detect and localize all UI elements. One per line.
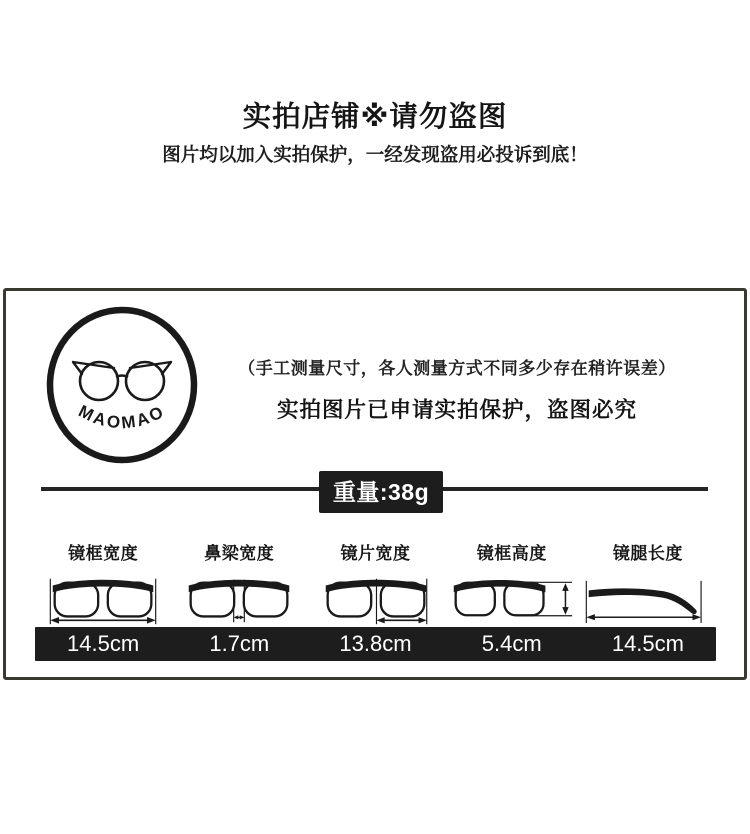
glasses-temple-length-icon: [582, 573, 714, 627]
measurement-columns: [35, 539, 716, 627]
measurement-col-lens-width: [307, 539, 443, 627]
measurement-disclaimer: （手工测量尺寸，各人测量方式不同多少存在稍许误差）: [238, 359, 676, 378]
page-subtitle: 图片均以加入实拍保护，一经发现盗用必投诉到底！: [162, 144, 588, 165]
glasses-frame-height-icon: [449, 573, 575, 627]
measurement-col-temple-length: [580, 539, 716, 627]
measurement-col-frame-width: [35, 539, 171, 627]
measurement-value: 1.7cm: [209, 631, 270, 656]
measurement-label: 镜片宽度: [340, 544, 411, 563]
measurement-value: 5.4cm: [481, 631, 542, 656]
page-title: 实拍店铺※请勿盗图: [242, 101, 508, 133]
brand-name: MAOMAO: [75, 401, 169, 433]
spec-panel: [3, 288, 747, 680]
measurement-values-bar: [35, 627, 716, 661]
glasses-bridge-width-icon: [181, 573, 297, 627]
glasses-frame-width-icon: [45, 573, 161, 627]
measurement-label: 鼻梁宽度: [204, 544, 275, 563]
weight-badge: 重量:38g: [319, 471, 443, 513]
glasses-lens-width-icon: [318, 573, 434, 627]
measurement-col-frame-height: [444, 539, 580, 627]
measurement-col-bridge-width: [171, 539, 307, 627]
brand-logo: [42, 305, 202, 465]
measurement-label: 镜腿长度: [612, 544, 683, 563]
measurement-label: 镜框宽度: [68, 544, 139, 563]
photo-protection-note: 实拍图片已申请实拍保护，盗图必究: [276, 398, 637, 422]
measurement-value: 14.5cm: [67, 631, 140, 656]
measurement-value: 14.5cm: [611, 631, 684, 656]
svg-text:MAOMAO: [75, 402, 168, 433]
cat-eye-glasses-logo-icon: [42, 305, 202, 465]
measurement-label: 镜框高度: [476, 544, 547, 563]
measurement-value: 13.8cm: [339, 631, 412, 656]
